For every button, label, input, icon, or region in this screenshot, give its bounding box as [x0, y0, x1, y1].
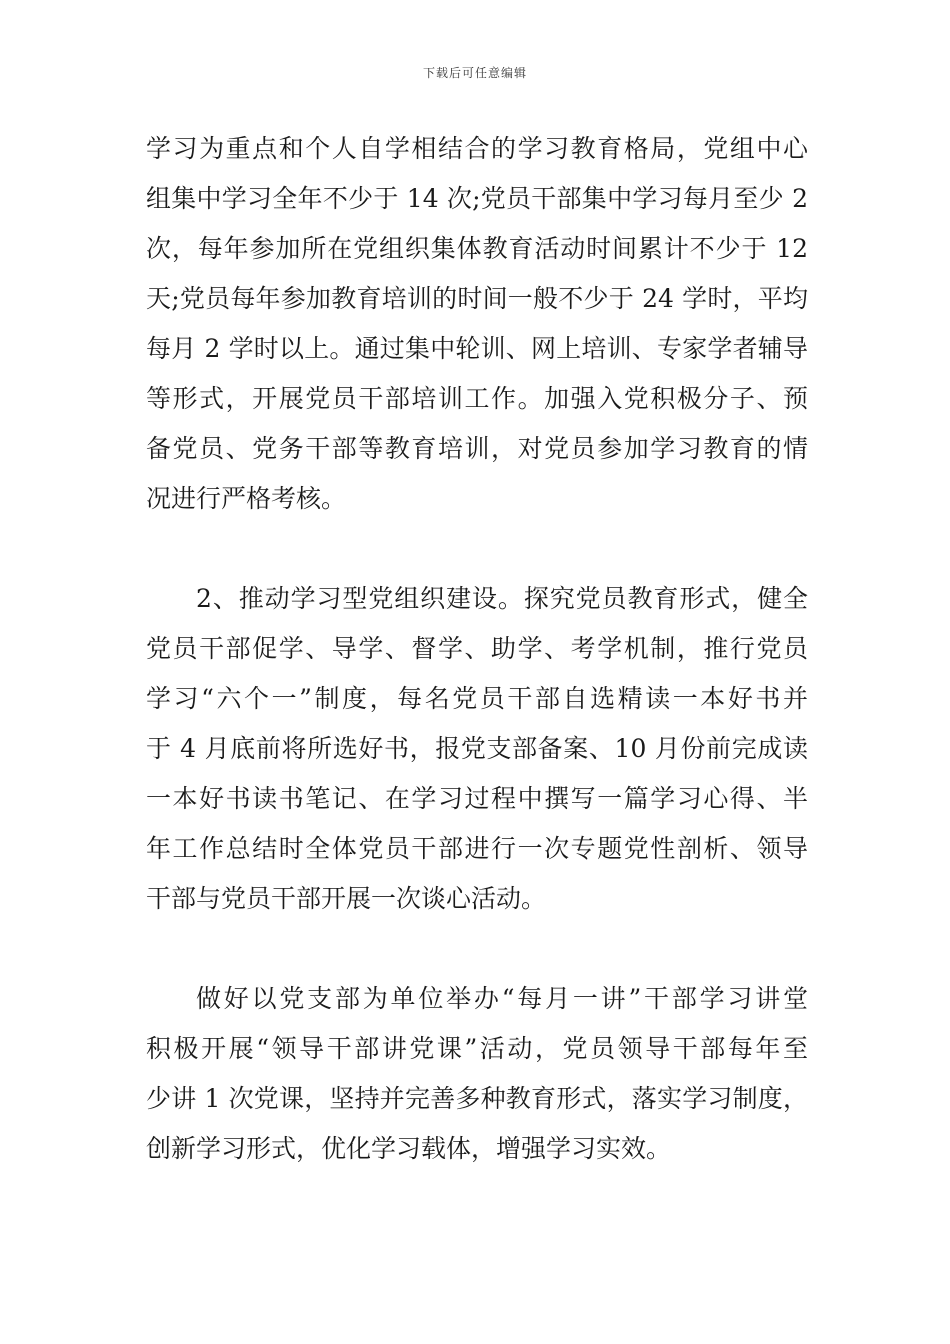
text-line: 党员干部促学、导学、督学、助学、考学机制，推行党员	[146, 634, 808, 663]
text-line: 年工作总结时全体党员干部进行一次专题党性剖析、领导	[146, 834, 808, 863]
text-line: 创新学习形式，优化学习载体，增强学习实效。	[146, 1134, 672, 1163]
text-line: 干部与党员干部开展一次谈心活动。	[146, 884, 547, 913]
text-line: 一本好书读书笔记、在学习过程中撰写一篇学习心得、半	[146, 784, 808, 813]
text-line: 做好以党支部为单位举办“每月一讲”干部学习讲堂	[196, 984, 808, 1013]
text-line: 况进行严格考核。	[146, 484, 347, 513]
paragraph-learning-organization	[146, 574, 808, 924]
text-line: 天;党员每年参加教育培训的时间一般不少于 24 学时，平均	[146, 284, 808, 313]
text-line: 每月 2 学时以上。通过集中轮训、网上培训、专家学者辅导	[146, 334, 808, 363]
text-line: 组集中学习全年不少于 14 次;党员干部集中学习每月至少 2	[146, 184, 808, 213]
page-header: 下载后可任意编辑	[422, 66, 527, 80]
text-line: 备党员、党务干部等教育培训，对党员参加学习教育的情	[146, 434, 808, 463]
text-line: 积极开展“领导干部讲党课”活动，党员领导干部每年至	[146, 1034, 808, 1063]
text-line: 次，每年参加所在党组织集体教育活动时间累计不少于 12	[146, 234, 808, 263]
paragraph-study-schedule	[146, 124, 808, 524]
text-line: 少讲 1 次党课，坚持并完善多种教育形式，落实学习制度，	[146, 1084, 808, 1113]
text-line: 等形式，开展党员干部培训工作。加强入党积极分子、预	[146, 384, 808, 413]
paragraph-monthly-lecture	[146, 974, 808, 1174]
text-line: 学习为重点和个人自学相结合的学习教育格局，党组中心	[146, 134, 808, 163]
text-line: 2、推动学习型党组织建设。探究党员教育形式，健全	[196, 584, 808, 613]
text-line: 于 4 月底前将所选好书，报党支部备案、10 月份前完成读	[146, 734, 808, 763]
text-line: 学习“六个一”制度，每名党员干部自选精读一本好书并	[146, 684, 808, 713]
